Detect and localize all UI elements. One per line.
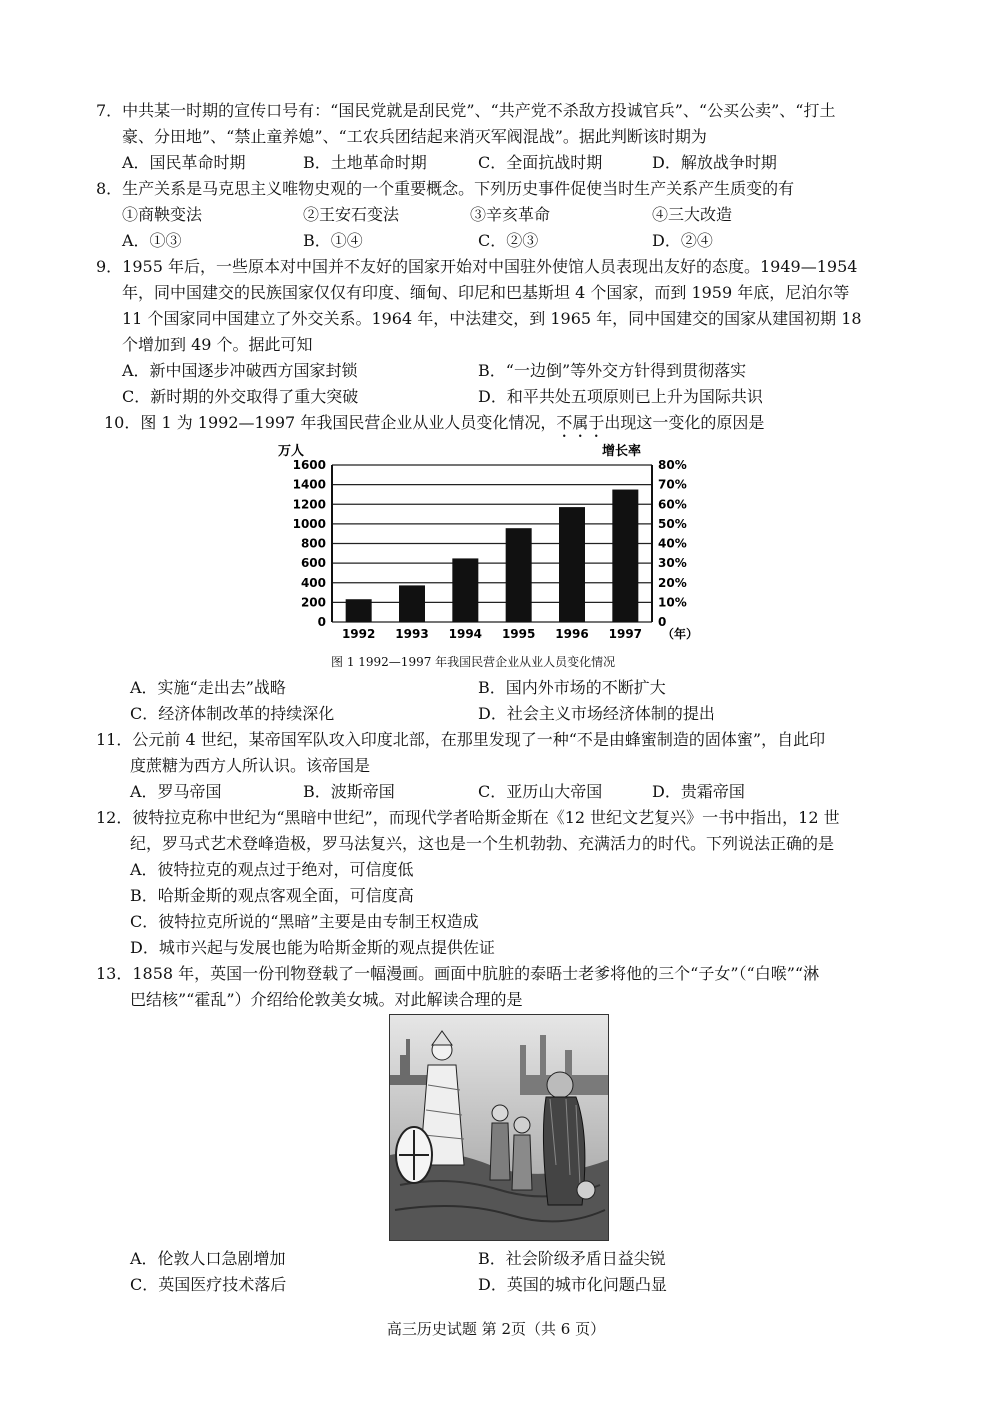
- q12-option-a[interactable]: A．彼特拉克的观点过于绝对，可信度低: [130, 860, 414, 879]
- q8-option-c[interactable]: C．②③: [478, 231, 539, 250]
- q7-option-a[interactable]: A．国民革命时期: [122, 153, 246, 172]
- cartoon-image: [389, 1014, 609, 1241]
- q7-option-b[interactable]: B．土地革命时期: [303, 153, 427, 172]
- q9-stem-line2: 年，同中国建交的民族国家仅仅有印度、缅甸、印尼和巴基斯坦 4 个国家，而到 1959 年底，尼泊尔等: [122, 283, 850, 302]
- q11-option-d[interactable]: D．贵霜帝国: [652, 782, 745, 801]
- chart-x-axis-unit: （年）: [662, 627, 699, 641]
- q10-option-d[interactable]: D．社会主义市场经济体制的提出: [478, 704, 715, 723]
- q10-stem-pre: 10．图 1 为 1992—1997 年我国民营企业从业人员变化情况，: [104, 413, 557, 432]
- q10-stem: [104, 410, 764, 441]
- chart-x-axis-labels: [342, 627, 642, 641]
- chart-left-tick-label: 1400: [292, 477, 326, 492]
- q13-option-d[interactable]: D．英国的城市化问题凸显: [478, 1275, 667, 1294]
- chart-bar: [452, 558, 478, 622]
- q12-stem-line2: 纪，罗马式艺术登峰造极，罗马法复兴，这也是一个生机勃勃、充满活力的时代。下列说法正确的是: [130, 834, 835, 853]
- chart-right-tick-label: 30%: [658, 556, 687, 571]
- chart-left-tick-label: 1000: [292, 516, 326, 531]
- q13-option-b[interactable]: B．社会阶级矛盾日益尖锐: [478, 1249, 666, 1268]
- chart-x-tick-label: 1992: [341, 627, 376, 641]
- chart-right-axis-labels: [658, 458, 687, 629]
- q8-option-b[interactable]: B．①④: [303, 231, 363, 250]
- chart-right-tick-label: 80%: [658, 458, 687, 472]
- chart-left-axis-labels: [293, 458, 326, 629]
- q7-stem-line2: 豪、分田地”、“禁止童养媳”、“工农兵团结起来消灭军阀混战”。据此判断该时期为: [122, 127, 707, 146]
- q9-stem-line4: 个增加到 49 个。据此可知: [122, 335, 313, 354]
- q7-option-c[interactable]: C．全面抗战时期: [478, 153, 603, 172]
- q10-option-c[interactable]: C．经济体制改革的持续深化: [130, 704, 335, 723]
- chart-left-tick-label: 1200: [292, 497, 326, 512]
- chart-x-tick-label: 1997: [608, 627, 643, 641]
- chart-x-tick-label: 1995: [501, 627, 536, 641]
- q12-option-d[interactable]: D．城市兴起与发展也能为哈斯金斯的观点提供佐证: [130, 938, 495, 957]
- chart-left-axis-title: 万人: [278, 444, 305, 459]
- q10-option-a[interactable]: A．实施“走出去”战略: [130, 678, 286, 697]
- chart-bar: [559, 507, 585, 622]
- q13-option-c[interactable]: C．英国医疗技术落后: [130, 1275, 287, 1294]
- chart-right-tick-label: 20%: [658, 575, 687, 590]
- q7-stem-line1: 7．中共某一时期的宣传口号有：“国民党就是刮民党”、“共产党不杀敌方投诚官兵”、“公买公卖”、“打土: [96, 101, 836, 120]
- q10-option-b[interactable]: B．国内外市场的不断扩大: [478, 678, 666, 697]
- chart-right-tick-label: 70%: [658, 477, 687, 492]
- chart-x-tick-label: 1993: [395, 627, 429, 641]
- q12-option-b[interactable]: B．哈斯金斯的观点客观全面，可信度高: [130, 886, 414, 905]
- q11-stem-line2: 度蔗糖为西方人所认识。该帝国是: [130, 756, 371, 775]
- chart-right-tick-label: 60%: [658, 497, 687, 512]
- q12-option-c[interactable]: C．彼特拉克所说的“黑暗”主要是由专制王权造成: [130, 912, 479, 931]
- chart-x-tick-label: 1994: [448, 627, 483, 641]
- q10-stem-emphasis: 不属于: [556, 413, 605, 432]
- chart-bar: [346, 599, 372, 622]
- chart-bar: [612, 490, 638, 622]
- q13-stem-line2: 巴结核”“霍乱”）介绍给伦敦美女城。对此解读合理的是: [130, 990, 523, 1009]
- figure-caption: 图 1 1992—1997 年我国民营企业从业人员变化情况: [331, 655, 616, 669]
- q9-option-c[interactable]: C．新时期的外交取得了重大突破: [122, 387, 359, 406]
- q11-option-b[interactable]: B．波斯帝国: [303, 782, 395, 801]
- chart-right-tick-label: 0: [658, 615, 667, 629]
- q7-option-d[interactable]: D．解放战争时期: [652, 153, 777, 172]
- q8-stem-line1: 8．生产关系是马克思主义唯物史观的一个重要概念。下列历史事件促使当时生产关系产生质变的有: [96, 179, 795, 198]
- q8-item-3: ③辛亥革命: [470, 205, 551, 224]
- chart-x-tick-label: 1996: [555, 627, 589, 641]
- chart-right-tick-label: 40%: [658, 536, 687, 551]
- q11-stem-line1: 11．公元前 4 世纪，某帝国军队攻入印度北部，在那里发现了一种“不是由蜂蜜制造的固体蜜”，自此印: [96, 730, 826, 749]
- q8-item-4: ④三大改造: [652, 205, 733, 224]
- q9-stem-line3: 11 个国家同中国建立了外交关系。1964 年，中法建交，到 1965 年，同中国建交的国家从建国初期 18: [122, 309, 862, 328]
- q8-item-2: ②王安石变法: [303, 205, 400, 224]
- chart-left-tick-label: 1600: [292, 458, 326, 472]
- page-footer: 高三历史试题 第 2页（共 6 页）: [386, 1320, 606, 1338]
- chart-bar: [399, 585, 425, 622]
- q8-item-1: ①商鞅变法: [122, 205, 203, 224]
- q8-option-a[interactable]: A．①③: [122, 231, 182, 250]
- chart-left-tick-label: 0: [317, 615, 326, 629]
- q8-option-d[interactable]: D．②④: [652, 231, 713, 250]
- chart-left-tick-label: 200: [300, 595, 326, 610]
- q13-option-a[interactable]: A．伦敦人口急剧增加: [130, 1249, 286, 1268]
- q9-option-b[interactable]: B．“一边倒”等外交方针得到贯彻落实: [478, 361, 747, 380]
- chart-right-tick-label: 50%: [658, 516, 687, 531]
- q13-stem-line1: 13．1858 年，英国一份刊物登载了一幅漫画。画面中肮脏的泰晤士老爹将他的三个“子女”（“白喉”“淋: [96, 964, 820, 983]
- chart-right-axis-title: 增长率: [602, 444, 642, 459]
- q10-stem-post: 出现这一变化的原因是: [604, 413, 765, 432]
- chart-bar: [506, 528, 532, 622]
- q9-option-d[interactable]: D．和平共处五项原则已上升为国际共识: [478, 387, 763, 406]
- chart-right-tick-label: 10%: [658, 595, 687, 610]
- q12-stem-line1: 12．彼特拉克称中世纪为“黑暗中世纪”，而现代学者哈斯金斯在《12 世纪文艺复兴》一书中指出，12 世: [96, 808, 840, 827]
- chart-left-tick-label: 400: [300, 575, 326, 590]
- chart-left-tick-label: 800: [300, 536, 326, 551]
- q9-option-a[interactable]: A．新中国逐步冲破西方国家封锁: [122, 361, 358, 380]
- employment-bar-chart: [268, 440, 718, 646]
- chart-left-tick-label: 600: [300, 556, 326, 571]
- q9-stem-line1: 9．1955 年后，一些原本对中国并不友好的国家开始对中国驻外使馆人员表现出友好的态度。1949—1954: [96, 257, 858, 276]
- q11-option-c[interactable]: C．亚历山大帝国: [478, 782, 603, 801]
- q11-option-a[interactable]: A．罗马帝国: [130, 782, 222, 801]
- chart-grid: [332, 465, 652, 622]
